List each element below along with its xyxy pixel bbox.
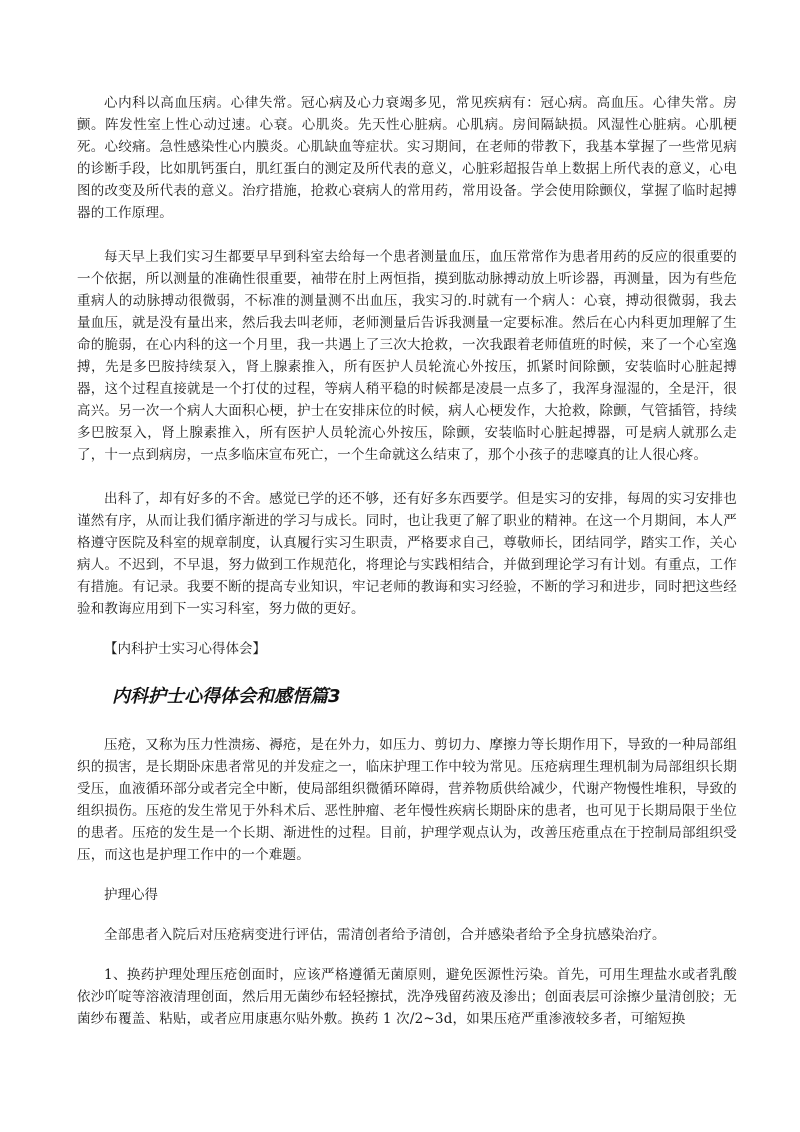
document-body: [77, 92, 737, 1030]
paragraph-cardiology-overview: 心内科以高血压病。心律失常。冠心病及心力衰竭多见，常见疾病有：冠心病。高血压。心律失常。房颤。阵发性室上性心动过速。心衰。心肌炎。先天性心脏病。心肌病。房间隔缺损。风湿性心脏病。心肌梗死。心绞痛。急性感染性心内膜炎。心肌缺血等症状。实习期间，在老师的带教下，我基本掌握了一些常见病的诊断手段，比如肌钙蛋白，肌红蛋白的测定及所代表的意义，心脏彩超报告单上数据上所代表的意义，心电图的改变及所代表的意义。治疗措施，抢救心衰病人的常用药，常用设备。学会使用除颤仪，掌握了临时起搏器的工作原理。: [77, 95, 737, 221]
subheading-nursing-notes: 护理心得: [104, 887, 158, 903]
paragraph-pressure-ulcer: 压疮，又称为压力性溃疡、褥疮，是在外力，如压力、剪切力、摩擦力等长期作用下，导致的一种局部组织的损害，是长期卧床患者常见的并发症之一，临床护理工作中较为常见。压疮病理生理机制为局部组织长期受压，血液循环部分或者完全中断，使局部组织微循环障碍，营养物质供给减少，代谢产物慢性堆积，导致的组织损伤。压疮的发生常见于外科术后、恶性肿瘤、老年慢性疾病长期卧床的患者，也可见于长期局限于坐位的患者。压疮的发生是一个长期、渐进性的过程。目前，护理学观点认为，改善压疮重点在于控制局部组织受压，而这也是护理工作中的一个难题。: [77, 737, 737, 863]
paragraph-daily-routine: 每天早上我们实习生都要早早到科室去给每一个患者测量血压，血压常常作为患者用药的反应的很重要的一个依据，所以测量的准确性很重要，袖带在肘上两恒指，摸到肱动脉搏动放上听诊器，再测量，因为有些危重病人的动脉搏动很微弱，不标准的测量测不出血压，我实习的.时就有一个病人：心衰，搏动很微弱，我去量血压，就是没有量出来，然后我去叫老师，老师测量后告诉我测量一定要标准。然后在心内科更加理解了生命的脆弱，在心内科的这一个月里，我一共遇上了三次大抢救，一次我跟着老师值班的时候，来了一个心室逸搏，先是多巴胺持续泵入，肾上腺素推入，所有医护人员轮流心外按压，抓紧时间除颤，安装临时心脏起搏器，这个过程直接就是一个打仗的过程，等病人稍平稳的时候都是凌晨一点多了，我浑身湿湿的，全是汗，很高兴。另一次一个病人大面积心梗，护士在安排床位的时候，病人心梗发作，大抢救，除颤，气管插管，持续多巴胺泵入，肾上腺素推入，所有医护人员轮流心外按压，除颤，安装临时心脏起搏器，可是病人就那么走了，十一点到病房，一点多临床宣布死亡，一个生命就这么结束了，那个小孩子的悲嚎真的让人很心疼。: [77, 249, 737, 463]
section-heading: 内科护士心得体会和感悟篇3: [112, 686, 341, 707]
paragraph-dressing-care: 1、换药护理处理压疮创面时，应该严格遵循无菌原则，避免医源性污染。首先，可用生理盐水或者乳酸依沙吖啶等溶液清理创面，然后用无菌纱布轻轻擦拭，洗净残留药液及渗出；创面表层可涂擦少量清创胶；无菌纱布覆盖、粘贴，或者应用康惠尔贴外敷。换药 1 次/2~3d，如果压疮严重渗液较多者，可缩短换: [77, 967, 737, 1027]
paragraph-assessment: 全部患者入院后对压疮病变进行评估，需清创者给予清创，合并感染者给予全身抗感染治疗。: [104, 927, 666, 943]
paragraph-leaving-department: 出科了，却有好多的不舍。感觉已学的还不够，还有好多东西要学。但是实习的安排，每周的实习安排也谨然有序，从而让我们循序渐进的学习与成长。同时，也让我更了解了职业的精神。在这一个月期间，本人严格遵守医院及科室的规章制度，认真履行实习生职责，严格要求自己，尊敬师长，团结同学，踏实工作，关心病人。不迟到，不早退，努力做到工作规范化，将理论与实践相结合，并做到理论学习有计划。有重点，工作有措施。有记录。我要不断的提高专业知识，牢记老师的教诲和实习经验，不断的学习和进步，同时把这些经验和教诲应用到下一实习科室，努力做的更好。: [77, 491, 737, 617]
section-tag: 【内科护士实习心得体会】: [104, 641, 266, 657]
